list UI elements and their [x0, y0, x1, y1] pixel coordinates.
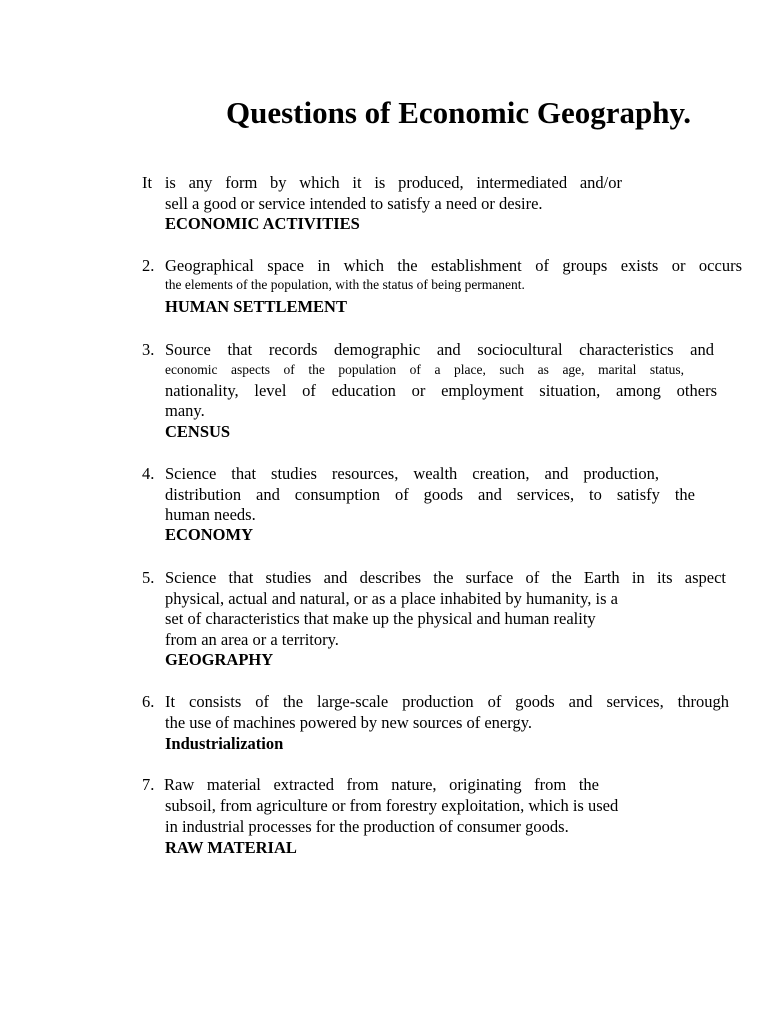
- question-6-line-2: the use of machines powered by new sources of energy.: [165, 713, 533, 732]
- question-7-line-3: in industrial processes for the production of consumer goods.: [165, 817, 569, 836]
- question-3-line-3: nationality, level of education or employment situation, among others: [165, 381, 717, 400]
- question-3-answer: CENSUS: [165, 422, 231, 441]
- question-5-line-2: physical, actual and natural, or as a place inhabited by humanity, is a: [165, 589, 618, 608]
- question-2-answer: HUMAN SETTLEMENT: [165, 297, 347, 316]
- question-4-answer: ECONOMY: [165, 525, 253, 544]
- question-5-line-1: Science that studies and describes the surface of the Earth in its aspect: [165, 568, 726, 587]
- question-2-number: 2.: [142, 256, 155, 275]
- question-2-line-2: the elements of the population, with the status of being permanent.: [165, 277, 525, 292]
- question-6-line-1: It consists of the large-scale production of goods and services, through: [165, 692, 729, 711]
- question-6-number: 6.: [142, 692, 155, 711]
- question-4-line-1: Science that studies resources, wealth creation, and production,: [165, 464, 659, 483]
- question-3-line-4: many.: [165, 401, 205, 420]
- question-1-line-2: sell a good or service intended to satisfy a need or desire.: [165, 194, 543, 213]
- question-4-line-2: distribution and consumption of goods and services, to satisfy the: [165, 485, 695, 504]
- question-4-number: 4.: [142, 464, 155, 483]
- page-title: Questions of Economic Geography.: [226, 95, 692, 130]
- question-5-number: 5.: [142, 568, 155, 587]
- question-5-answer: GEOGRAPHY: [165, 650, 274, 669]
- question-1-answer: ECONOMIC ACTIVITIES: [165, 214, 360, 233]
- question-3-line-2: economic aspects of the population of a place, such as age, marital status,: [165, 362, 684, 377]
- question-6-answer: Industrialization: [165, 734, 284, 753]
- question-7-number: 7.: [142, 775, 155, 794]
- question-3-line-1: Source that records demographic and sociocultural characteristics and: [165, 340, 714, 359]
- question-2-line-1: Geographical space in which the establishment of groups exists or occurs: [165, 256, 742, 275]
- question-7-line-1: Raw material extracted from nature, originating from the: [164, 775, 599, 794]
- question-5-line-3: set of characteristics that make up the physical and human reality: [165, 609, 596, 628]
- question-4-line-3: human needs.: [165, 505, 256, 524]
- question-7-line-2: subsoil, from agriculture or from forestry exploitation, which is used: [165, 796, 619, 815]
- question-3-number: 3.: [142, 340, 155, 359]
- question-7-answer: RAW MATERIAL: [165, 838, 297, 857]
- question-5-line-4: from an area or a territory.: [165, 630, 339, 649]
- question-1-line-1: It is any form by which it is produced, intermediated and/or: [142, 173, 622, 192]
